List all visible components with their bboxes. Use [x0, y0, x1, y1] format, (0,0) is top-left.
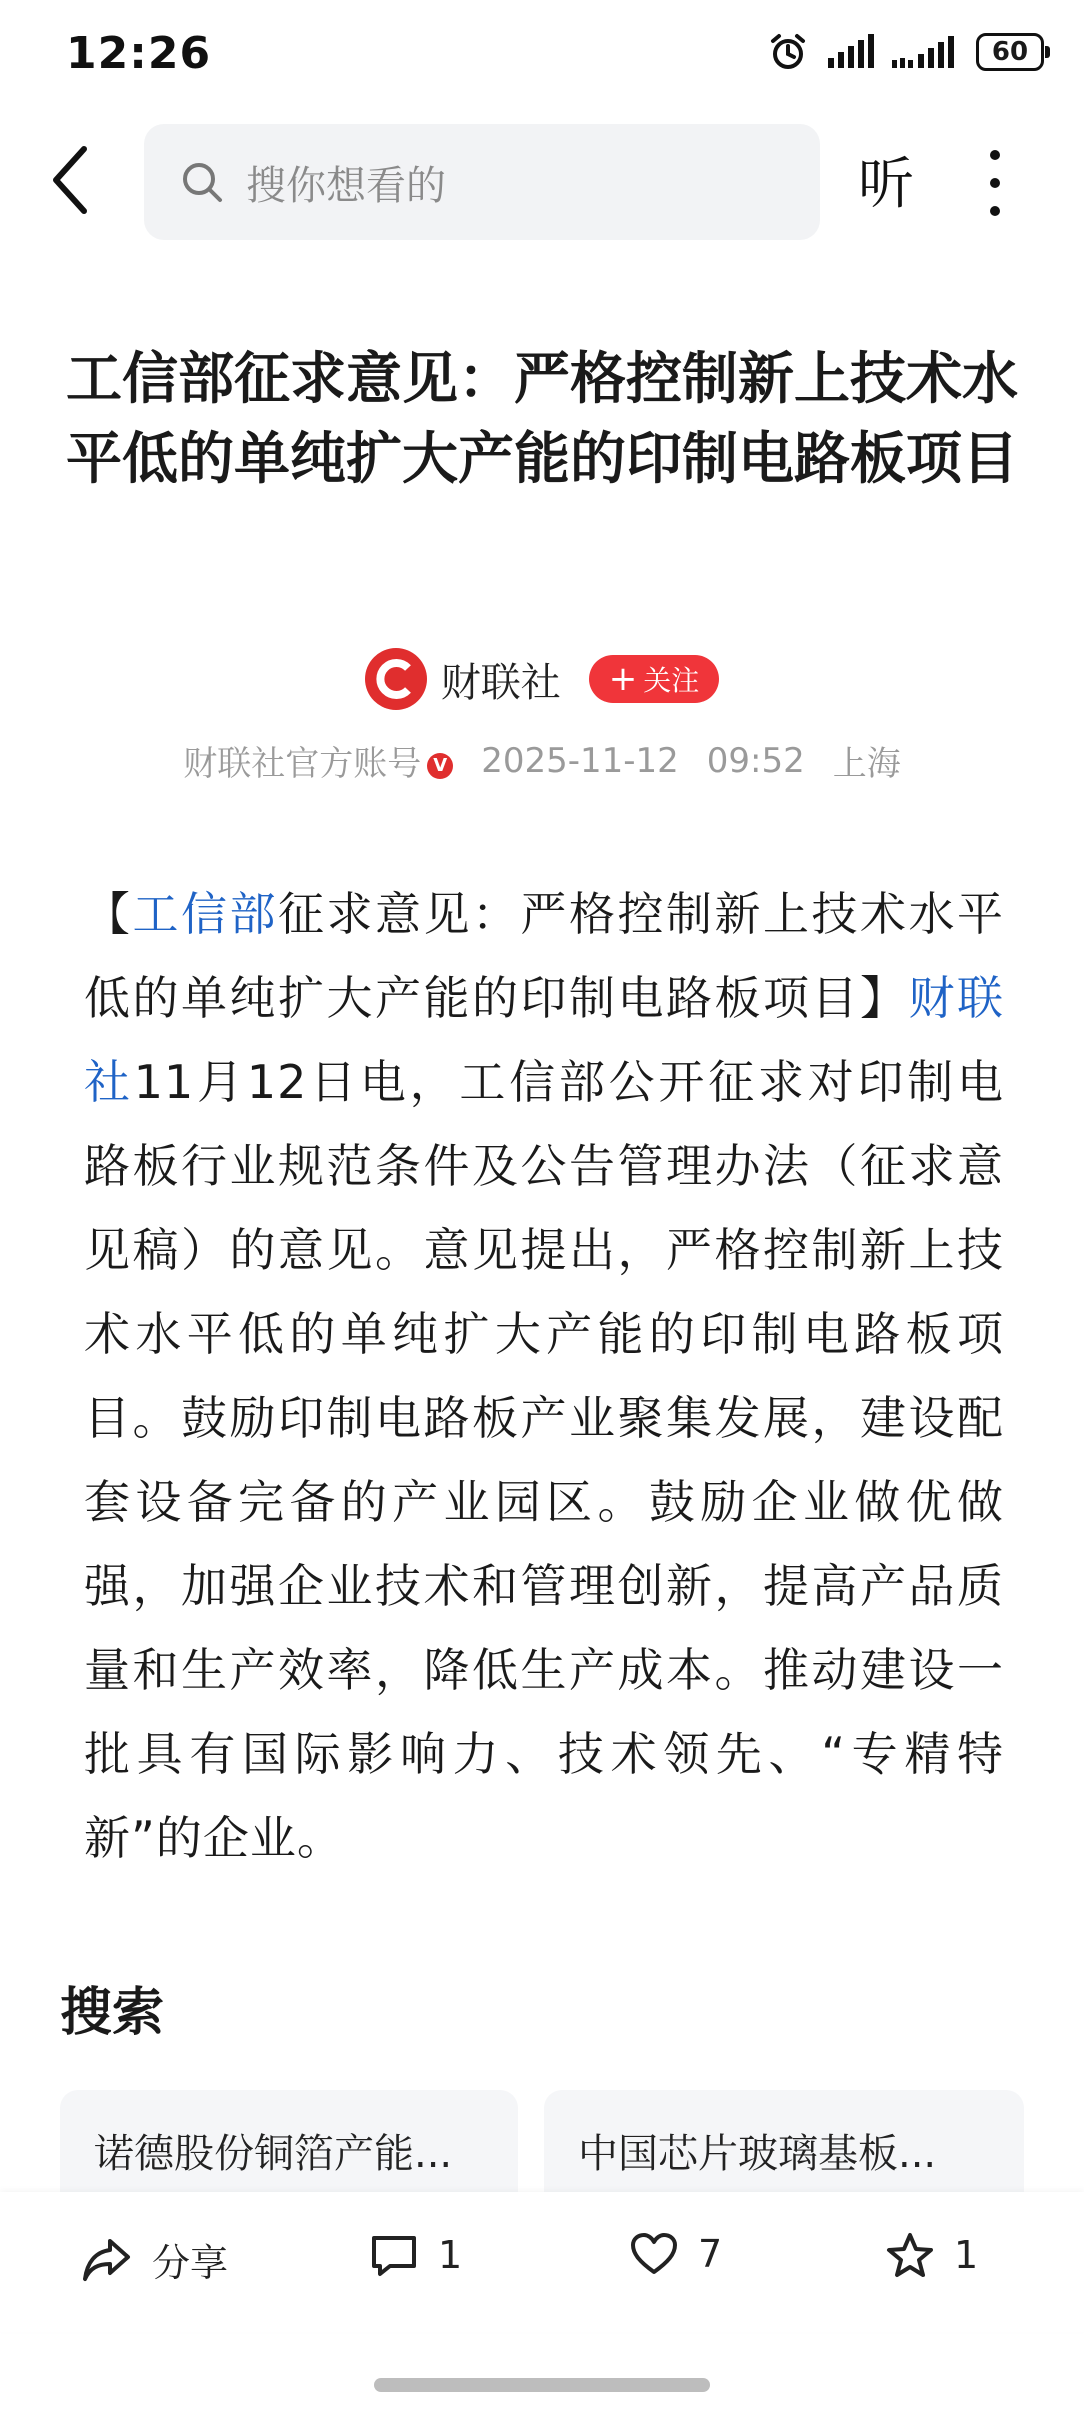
- share-label: 分享: [152, 2241, 229, 2285]
- alarm-icon: [768, 32, 808, 72]
- more-vertical-icon[interactable]: [980, 150, 1010, 216]
- like-count: 7: [698, 2232, 723, 2276]
- search-input[interactable]: [144, 124, 820, 240]
- search-icon: [180, 160, 224, 204]
- follow-label: 关注: [643, 664, 700, 697]
- comment-button[interactable]: [370, 2232, 462, 2278]
- publish-date: 2025-11-12: [481, 740, 679, 781]
- status-icons: [768, 32, 1044, 72]
- plus-icon: +: [608, 659, 638, 699]
- home-indicator[interactable]: [374, 2378, 710, 2392]
- source-logo[interactable]: [365, 648, 427, 710]
- article-body: 【工信部征求意见：严格控制新上技术水平低的单纯扩大产能的印制电路板项目】财联社11月12日电，工信部公开征求对印制电路板行业规范条件及公告管理办法（征求意见稿）的意见。意见提出，严格控制新上技术水平低的单纯扩大产能的印制电路板项目。鼓励印制电路板产业聚集发展，建设配套设备完备的产业园区。鼓励企业做优做强，加强企业技术和管理创新，提高产品质量和生产效率，降低生产成本。推动建设一批具有国际影响力、技术领先、“专精特新”的企业。: [84, 887, 1004, 1865]
- comment-icon: [370, 2232, 418, 2278]
- star-icon: [886, 2232, 934, 2278]
- search-suggestion[interactable]: 诺德股份铜箔产能...: [60, 2090, 518, 2210]
- battery-level: 60: [991, 37, 1029, 67]
- publish-location: 上海: [832, 744, 901, 784]
- link-miit[interactable]: 工信部: [132, 887, 278, 941]
- article-title: 工信部征求意见：严格控制新上技术水平低的单纯扩大产能的印制电路板项目: [66, 347, 1018, 492]
- status-time: 12:26: [66, 28, 212, 79]
- like-button[interactable]: [630, 2232, 722, 2276]
- search-section-heading: 搜索: [60, 1983, 165, 2043]
- chevron-left-icon: [50, 145, 90, 215]
- listen-button[interactable]: 听: [858, 152, 914, 217]
- search-suggestion[interactable]: 中国芯片玻璃基板...: [544, 2090, 1024, 2210]
- comment-count: 1: [438, 2233, 463, 2277]
- share-icon: [82, 2237, 132, 2283]
- source-row: [0, 648, 1084, 710]
- follow-button[interactable]: [589, 655, 720, 703]
- favorite-button[interactable]: [886, 2232, 978, 2278]
- link-cls[interactable]: 财联社: [84, 971, 1004, 1109]
- article-meta: [0, 736, 1084, 785]
- cls-logo-icon: [373, 656, 419, 702]
- back-button[interactable]: [40, 140, 100, 220]
- battery-icon: [976, 33, 1044, 71]
- share-button[interactable]: [82, 2232, 228, 2287]
- search-placeholder: 搜你想看的: [246, 162, 446, 209]
- publish-time: 09:52: [706, 740, 805, 781]
- heart-icon: [630, 2232, 678, 2276]
- signal-icon: [892, 34, 958, 70]
- favorite-count: 1: [954, 2233, 979, 2277]
- source-name[interactable]: 财联社: [440, 659, 561, 706]
- signal-icon: [826, 34, 874, 70]
- account-label: 财联社官方账号 V: [183, 736, 453, 785]
- verified-icon: V: [427, 753, 453, 779]
